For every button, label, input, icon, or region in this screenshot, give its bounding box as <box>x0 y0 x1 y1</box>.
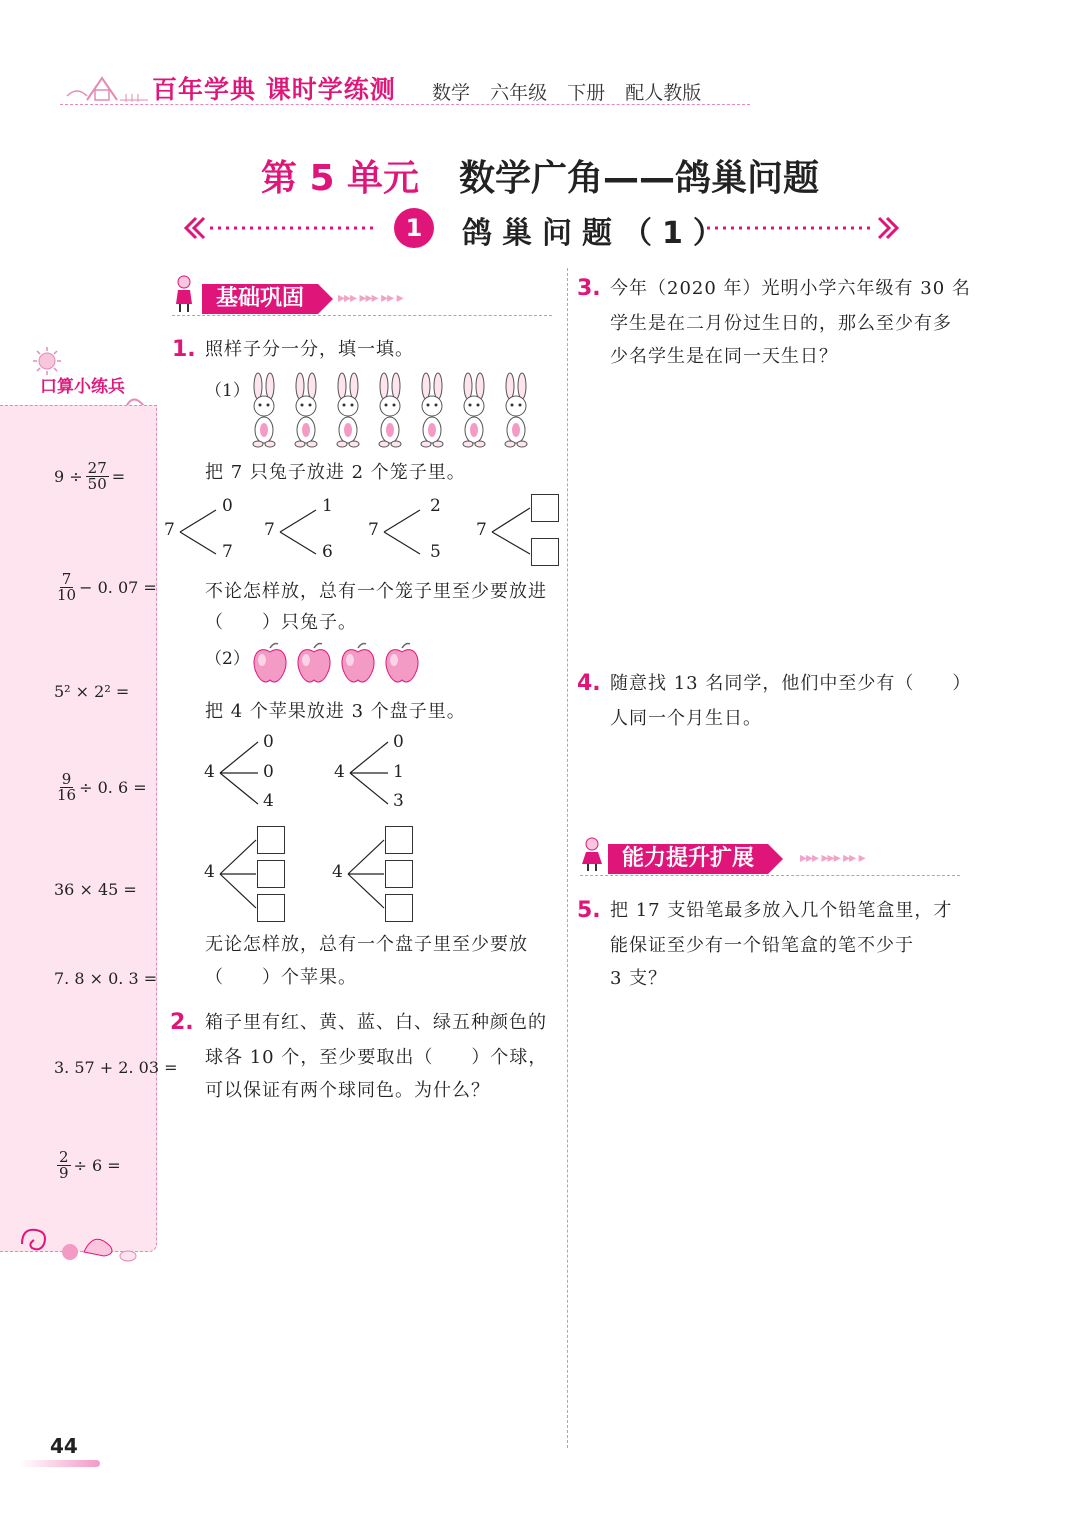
q3-line-3: 少名学生是在同一天生日？ <box>610 346 838 367</box>
rabbit-icon <box>463 373 485 447</box>
rabbits-illustration <box>244 372 544 456</box>
calc-2-suffix: − 0. 07 = <box>79 578 157 597</box>
q1-part2-conclusion-2: （ ）个苹果。 <box>205 967 357 988</box>
section-basic-arrows-icon: ▸▸▸ ▸▸▸ ▸▸ ▸ <box>338 290 403 306</box>
tri-2-b: 1 <box>393 762 404 782</box>
calc-item-2 <box>54 572 157 603</box>
tri-1-c: 4 <box>263 791 274 811</box>
apple-icon <box>298 644 330 682</box>
q3-line-2: 学生是在二月份过生日的，那么至少有多 <box>610 313 952 334</box>
answer-box[interactable] <box>257 860 285 888</box>
answer-box[interactable] <box>385 860 413 888</box>
rabbit-icon <box>421 373 443 447</box>
lesson-right-arrow-icon <box>705 216 905 244</box>
q1-part1-conclusion-2: （ ）只兔子。 <box>205 612 357 633</box>
calc-1-numerator: 27 <box>87 459 107 477</box>
split-1-a: 0 <box>222 496 233 516</box>
calc-4-numerator: 9 <box>61 770 72 788</box>
calc-item-4 <box>54 772 147 803</box>
section-basic-rule <box>172 315 552 316</box>
answer-box[interactable] <box>257 826 285 854</box>
q3-number: 3. <box>577 276 601 301</box>
split-3-a: 2 <box>430 496 441 516</box>
split-diagram-3 <box>366 496 446 566</box>
split-diagram-4 <box>474 492 564 570</box>
calc-item-3: 5² × 2² = <box>54 682 130 701</box>
q1-part1-text: 把 7 只兔子放进 2 个笼子里。 <box>205 462 466 483</box>
section-advanced-rule <box>580 875 960 876</box>
calc-1-prefix: 9 ÷ <box>54 467 83 486</box>
answer-box[interactable] <box>531 538 559 566</box>
grade-label: 六年级 <box>490 82 548 104</box>
tri-2-c: 3 <box>393 791 404 811</box>
sidebar-title: 口算小练兵 <box>40 377 125 397</box>
rabbit-icon <box>379 373 401 447</box>
q4-number: 4. <box>577 671 601 696</box>
lesson-number-badge: 1 <box>394 208 434 248</box>
calc-item-1 <box>54 461 125 492</box>
q1-part1-label: （1） <box>205 381 250 401</box>
rabbit-icon <box>337 373 359 447</box>
tri-diagram-2 <box>330 730 430 816</box>
tri-3-total: 4 <box>204 862 215 882</box>
tri-2-lines <box>330 730 430 816</box>
tri-diagram-4 <box>328 824 428 924</box>
page-number: 44 <box>50 1434 78 1458</box>
answer-box[interactable] <box>257 894 285 922</box>
calc-item-8 <box>54 1150 121 1181</box>
brand-title: 百年学典 课时学练测 <box>152 75 396 104</box>
unit-title: 数学广角——鸽巢问题 <box>459 158 820 199</box>
apple-icon <box>386 644 418 682</box>
split-2-a: 1 <box>322 496 333 516</box>
split-1-total: 7 <box>164 520 175 540</box>
rabbit-icon <box>505 373 527 447</box>
split-3-b: 5 <box>430 542 441 562</box>
calc-1-fraction <box>86 461 109 492</box>
q5-line-2: 能保证至少有一个铅笔盒的笔不少于 <box>610 935 914 956</box>
apple-icon <box>342 644 374 682</box>
split-2-b: 6 <box>322 542 333 562</box>
snail-decoration-icon <box>18 1222 148 1270</box>
term-label: 下册 <box>567 82 606 104</box>
header-divider <box>60 104 750 105</box>
q4-line-2: 人同一个月生日。 <box>610 708 762 729</box>
unit-heading <box>0 150 1080 201</box>
lesson-title: 鸽巢问题（1） <box>462 216 733 251</box>
split-diagram-1 <box>162 496 242 566</box>
tri-2-a: 0 <box>393 732 404 752</box>
calc-item-5: 36 × 45 = <box>54 880 137 899</box>
tri-3-lines <box>200 824 300 924</box>
calc-2-denominator: 10 <box>57 586 77 604</box>
split-2-total: 7 <box>264 520 275 540</box>
q1-text: 照样子分一分，填一填。 <box>205 339 414 360</box>
calc-8-suffix: ÷ 6 = <box>73 1156 121 1175</box>
section-advanced-arrows-icon: ▸▸▸ ▸▸▸ ▸▸ ▸ <box>800 850 865 866</box>
calc-2-fraction <box>57 572 76 603</box>
calc-8-numerator: 2 <box>59 1148 69 1166</box>
mental-math-sidebar <box>0 405 157 1252</box>
calc-4-fraction <box>57 772 76 803</box>
q5-number: 5. <box>577 898 601 923</box>
tri-1-total: 4 <box>204 762 215 782</box>
rabbit-icon <box>295 373 317 447</box>
section-basic-banner: 基础巩固 <box>202 284 318 314</box>
girl-mascot-icon <box>172 274 196 318</box>
tri-4-lines <box>328 824 428 924</box>
edition-label: 配人教版 <box>625 82 702 104</box>
tri-diagram-1 <box>200 730 300 816</box>
split-3-total: 7 <box>368 520 379 540</box>
calc-2-numerator: 7 <box>61 570 72 588</box>
book-info <box>432 78 701 105</box>
q1-part2-text: 把 4 个苹果放进 3 个盘子里。 <box>205 701 466 722</box>
section-advanced-banner: 能力提升扩展 <box>608 844 768 874</box>
tri-2-total: 4 <box>334 762 345 782</box>
calc-1-denominator: 50 <box>87 475 107 493</box>
column-divider <box>567 268 568 1448</box>
q1-part2-conclusion-1: 无论怎样放，总有一个盘子里至少要放 <box>205 934 528 955</box>
q5-line-1: 把 17 支铅笔最多放入几个铅笔盒里，才 <box>610 900 953 921</box>
calc-1-suffix: = <box>111 467 126 486</box>
calc-8-fraction <box>57 1150 71 1181</box>
rabbit-icon <box>253 373 275 447</box>
q2-line-1: 箱子里有红、黄、蓝、白、绿五种颜色的 <box>205 1012 547 1033</box>
answer-box[interactable] <box>531 494 559 522</box>
q3-line-1: 今年（2020 年）光明小学六年级有 30 名 <box>610 278 971 299</box>
apple-icon <box>254 644 286 682</box>
apples-illustration <box>250 640 430 692</box>
split-1-b: 7 <box>222 542 233 562</box>
girl-mascot-icon <box>580 836 606 876</box>
calc-8-denominator: 9 <box>59 1164 69 1182</box>
answer-box[interactable] <box>385 826 413 854</box>
calc-item-7: 3. 57 + 2. 03 = <box>54 1058 178 1077</box>
q2-line-3: 可以保证有两个球同色。为什么？ <box>205 1080 490 1101</box>
rabbits-svg <box>244 372 544 452</box>
tri-1-b: 0 <box>263 762 274 782</box>
tri-diagram-3 <box>200 824 300 924</box>
tri-1-lines <box>200 730 300 816</box>
split-4-total: 7 <box>476 520 487 540</box>
q5-line-3: 3 支？ <box>610 968 668 989</box>
q1-part1-conclusion-1: 不论怎样放，总有一个笼子里至少要放进 <box>205 581 547 602</box>
q2-line-2: 球各 10 个，至少要取出（ ）个球， <box>205 1047 548 1068</box>
apples-svg <box>250 640 430 688</box>
calc-4-suffix: ÷ 0. 6 = <box>79 778 147 797</box>
lesson-left-arrow-icon <box>182 216 382 244</box>
page-number-bar <box>20 1460 100 1467</box>
q1-part2-label: （2） <box>205 649 250 669</box>
q4-line-1: 随意找 13 名同学，他们中至少有（ ） <box>610 673 972 694</box>
subject-label: 数学 <box>432 82 471 104</box>
q2-number: 2. <box>170 1010 194 1035</box>
calc-4-denominator: 16 <box>57 786 77 804</box>
split-diagram-2 <box>262 496 342 566</box>
answer-box[interactable] <box>385 894 413 922</box>
calc-item-6: 7. 8 × 0. 3 = <box>54 969 158 988</box>
tri-4-total: 4 <box>332 862 343 882</box>
q1-number: 1. <box>172 337 196 362</box>
unit-number: 第 5 单元 <box>260 158 420 199</box>
tri-1-a: 0 <box>263 732 274 752</box>
